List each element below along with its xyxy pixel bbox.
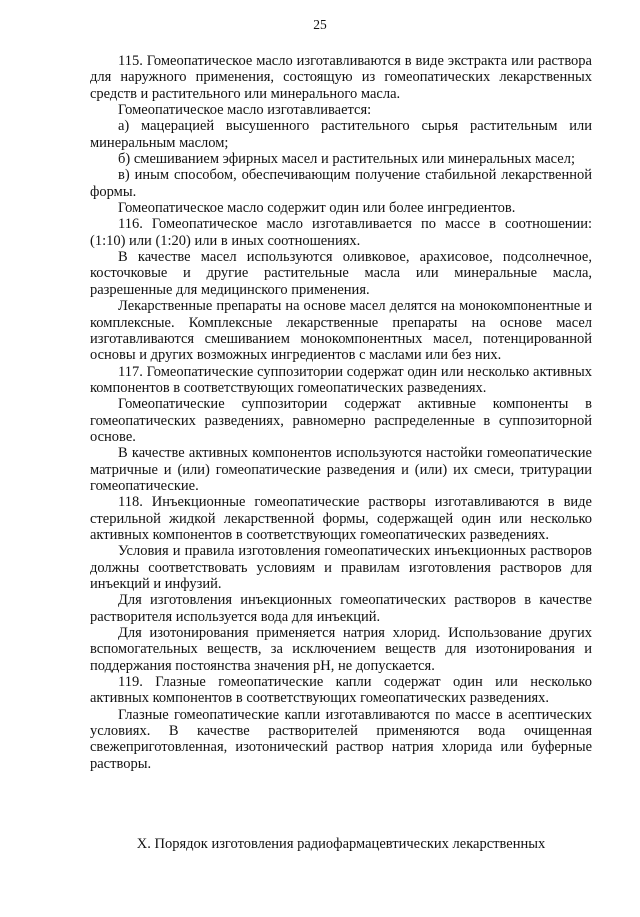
paragraph-117: 117. Гомеопатические суппозитории содержат один или несколько активных компонентов в соответствующих гомеопатических разведениях.	[90, 363, 592, 396]
paragraph-118: 118. Инъекционные гомеопатические растворы изготавливаются в виде стерильной жидкой лекарственной формы, содержащей один или несколько активных компонентов в соответствующих гомеопатических разведениях.	[90, 494, 592, 543]
paragraph-115: 115. Гомеопатическое масло изготавливаются в виде экстракта или раствора для наружного применения, состоящую из гомеопатических лекарственных средств и растительного или минерального масла.	[90, 53, 592, 102]
paragraph-oil-method-b: б) смешиванием эфирных масел и растительных или минеральных масел;	[118, 151, 575, 168]
paragraph-119: 119. Глазные гомеопатические капли содержат один или несколько активных компонентов в соответствующих гомеопатических разведениях.	[90, 674, 592, 707]
paragraph-oil-methods-intro: Гомеопатическое масло изготавливается:	[118, 102, 372, 119]
paragraph-injection-conditions: Условия и правила изготовления гомеопатических инъекционных растворов должны соответствовать условиям и правилам изготовления растворов для инъекций и инфузий.	[90, 543, 592, 592]
paragraph-116: 116. Гомеопатическое масло изготавливается по массе в соотношении: (1:10) или (1:20) или в иных соотношениях.	[90, 216, 592, 249]
paragraph-injection-solvent: Для изготовления инъекционных гомеопатических растворов в качестве растворителя используется вода для инъекций.	[90, 592, 592, 625]
paragraph-suppository-actives: В качестве активных компонентов используются настойки гомеопатические матричные и (или) гомеопатические разведения и (или) их смеси, тритурации гомеопатические.	[90, 445, 592, 494]
paragraph-oil-preparations: Лекарственные препараты на основе масел делятся на монокомпонентные и комплексные. Комплексные лекарственные препараты на основе масел изготавливаются смешиванием монокомпонентных масел, потенцированной основы и других возможных ингредиентов с маслами или без них.	[90, 298, 592, 364]
paragraph-eye-drops-preparation: Глазные гомеопатические капли изготавливаются по массе в асептических условиях. В качестве растворителей применяются вода очищенная свежеприготовленная, изотонический раствор натрия хлорида или буферные растворы.	[90, 706, 592, 772]
paragraph-oil-method-c: в) иным способом, обеспечивающим получение стабильной лекарственной формы.	[90, 167, 592, 200]
document-body	[90, 53, 592, 772]
paragraph-oil-ingredients: Гомеопатическое масло содержит один или более ингредиентов.	[118, 200, 516, 217]
paragraph-suppository-components: Гомеопатические суппозитории содержат активные компоненты в гомеопатических разведениях, равномерно распределенные в суппозиторной основе.	[90, 396, 592, 445]
paragraph-isotonization: Для изотонирования применяется натрия хлорид. Использование других вспомогательных веществ, за исключением веществ для изотонирования и поддержания постоянства значения pH, не допускается.	[90, 625, 592, 674]
paragraph-oil-method-a: а) мацерацией высушенного растительного сырья растительным или минеральным маслом;	[90, 118, 592, 151]
paragraph-oil-types: В качестве масел используются оливковое, арахисовое, подсолнечное, косточковые и другие растительные масла или минеральные масла, разрешенные для медицинского применения.	[90, 249, 592, 298]
section-heading: X. Порядок изготовления радиофармацевтических лекарственных	[136, 836, 546, 852]
page-number: 25	[313, 17, 327, 32]
